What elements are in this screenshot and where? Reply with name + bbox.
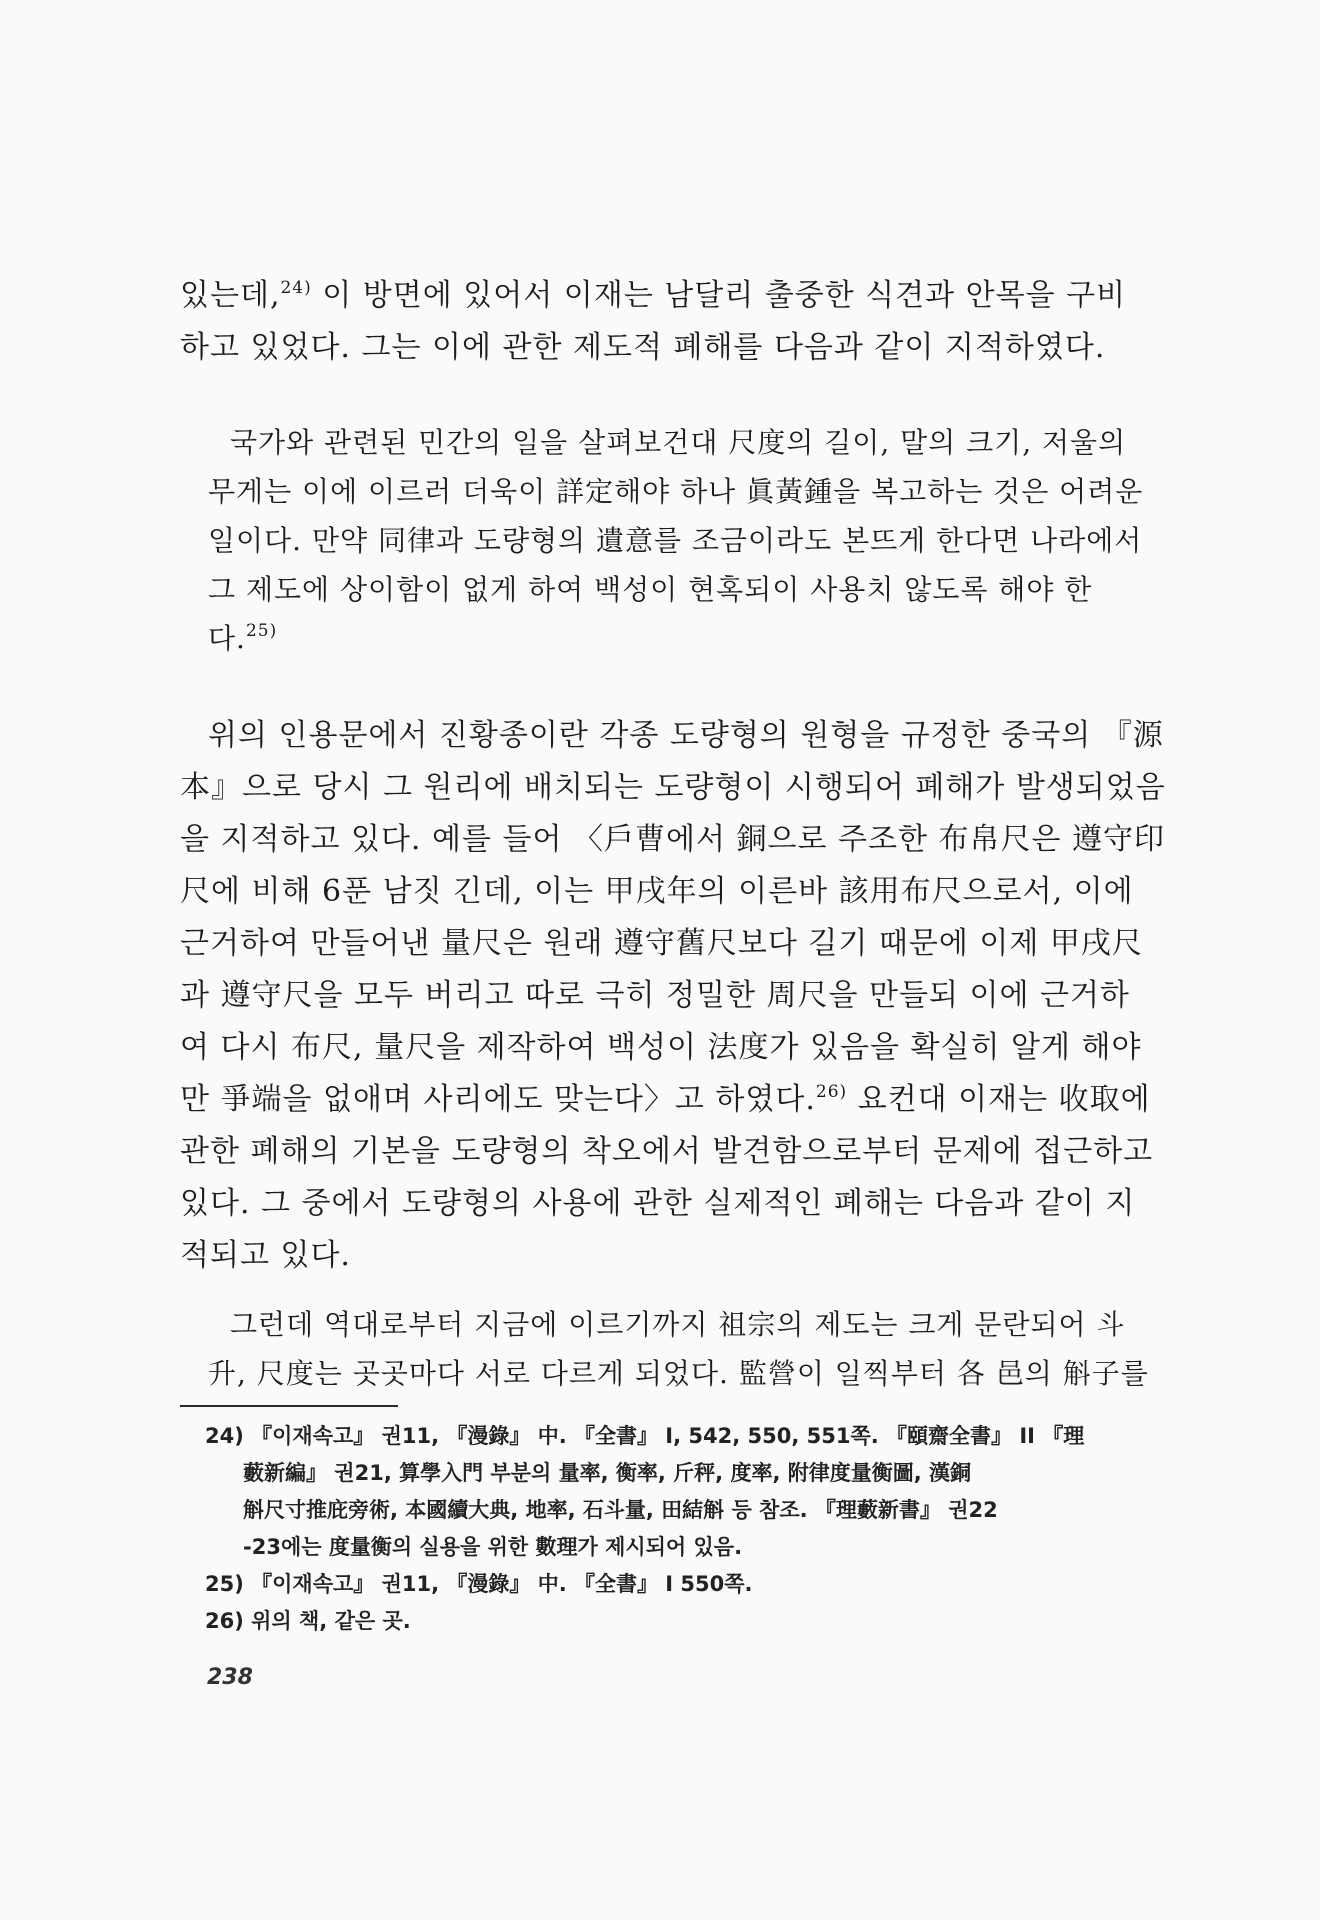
body-line: 과 遵守尺을 모두 버리고 따로 극히 정밀한 周尺을 만들되 이에 근거하 [180, 978, 1130, 1013]
intro-paragraph [180, 270, 1165, 374]
intro-line-1: 있는데,$^{24)}$ 이 방면에 있어서 이재는 남달리 출중한 식견과 안목을 구비 [180, 278, 1127, 313]
body-line: 尺에 비해 6푼 남짓 긴데, 이는 甲戌年의 이른바 該用布尺으로서, 이에 [180, 874, 1134, 909]
body-line: 위의 인용문에서 진황종이란 각종 도량형의 원형을 규정한 중국의 『源 [208, 718, 1164, 753]
quote2-line: 升, 尺度는 곳곳마다 서로 다르게 되었다. 監營이 일찍부터 各 邑의 斛子를 [208, 1357, 1149, 1390]
body-line: 근거하여 만들어낸 量尺은 원래 遵守舊尺보다 길기 때문에 이제 甲戌尺 [180, 926, 1143, 961]
quote1-line-last: 다.$^{25)}$ [208, 621, 278, 655]
quote1-line: 국가와 관련된 민간의 일을 살펴보건대 尺度의 길이, 말의 크기, 저울의 [230, 426, 1127, 459]
quote1-line: 무게는 이에 이르러 더욱이 詳定해야 하나 眞黃鍾을 복고하는 것은 어려운 [208, 475, 1144, 508]
footnote-ref-26[interactable]: 26) [815, 1082, 848, 1102]
body-line: 本』으로 당시 그 원리에 배치되는 도량형이 시행되어 폐해가 발생되었음 [180, 770, 1166, 805]
body-line-with-ref: 만 爭端을 없애며 사리에도 맞는다〉고 하였다.$^{26)}$ 요컨대 이재는 收取에 [180, 1082, 1151, 1117]
footnote-ref-25[interactable]: 25) [245, 621, 278, 641]
quote1-line: 일이다. 만약 同律과 도량형의 遺意를 조금이라도 본뜨게 한다면 나라에서 [208, 524, 1143, 557]
footnote-26: 26) 위의 책, 같은 곳. [205, 1609, 411, 1633]
intro-line-2: 하고 있었다. 그는 이에 관한 제도적 폐해를 다음과 같이 지적하였다. [180, 330, 1106, 365]
body-line: 관한 폐해의 기본을 도량형의 착오에서 발견함으로부터 문제에 접근하고 [180, 1134, 1154, 1169]
body-line: 여 다시 布尺, 量尺을 제작하여 백성이 法度가 있음을 확실히 알게 해야 [180, 1030, 1142, 1065]
page-number: 238 [207, 1665, 253, 1690]
quote2-line: 그런데 역대로부터 지금에 이르기까지 祖宗의 제도는 크게 문란되어 斗 [230, 1308, 1126, 1341]
body-paragraph [180, 710, 1165, 1282]
body-line: 을 지적하고 있다. 예를 들어 〈戶曹에서 銅으로 주조한 布帛尺은 遵守印 [180, 822, 1165, 857]
footnote-25: 25) 『이재속고』 권11, 『漫錄』 中. 『全書』 I 550쪽. [205, 1572, 753, 1596]
block-quote-2 [208, 1300, 1163, 1398]
footnotes [205, 1418, 1170, 1640]
body-line: 적되고 있다. [180, 1238, 351, 1273]
footnote-separator [180, 1405, 398, 1407]
footnote-24: 24) 『이재속고』 권11, 『漫錄』 中. 『全書』 I, 542, 550, 551쪽. 『頤齋全書』 II 『理 藪新編』 권21, 算學入門 부분의 量率, 衡率, 斤秤, 度率, 附律度量衡圖, 漢銅 斛尺寸推庇旁術, 本國續大典, 地率, 石斗量, 田結斛 등 참조. 『理藪新書』 권22 -23에는 度量衡의 실용을 위한 數理가 제시되어 있음. [205, 1424, 1085, 1559]
block-quote-1 [208, 418, 1163, 663]
footnote-ref-24[interactable]: 24) [280, 278, 312, 298]
quote1-line: 그 제도에 상이함이 없게 하여 백성이 현혹되이 사용치 않도록 해야 한 [208, 573, 1093, 606]
body-line: 있다. 그 중에서 도량형의 사용에 관한 실제적인 폐해는 다음과 같이 지 [180, 1186, 1136, 1221]
